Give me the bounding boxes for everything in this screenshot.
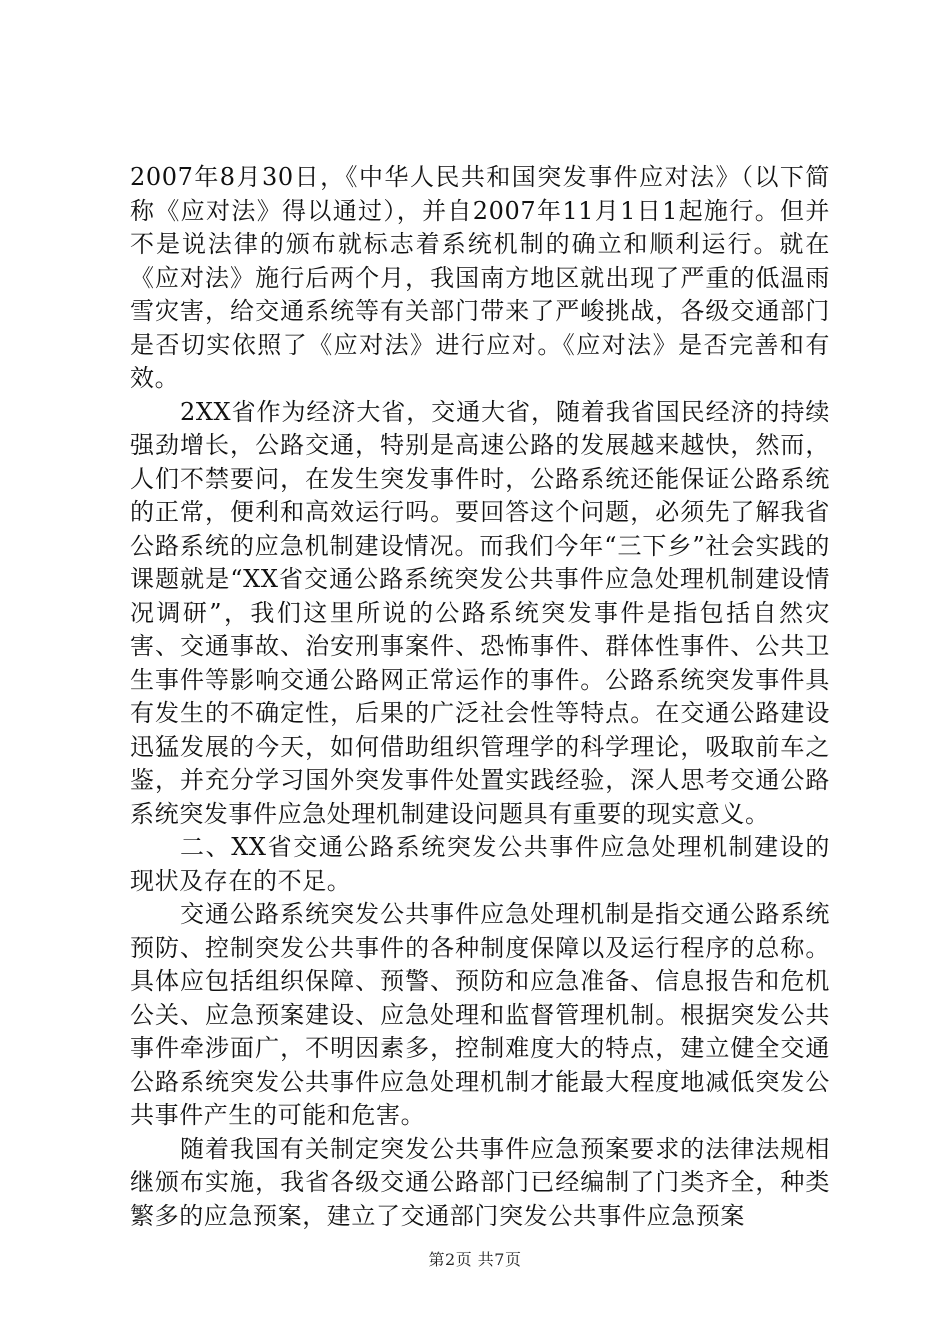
paragraph-3: 交通公路系统突发公共事件应急处理机制是指交通公路系统预防、控制突发公共事件的各种制度保障以及运行程序的总称。具体应包括组织保障、预警、预防和应急准备、信息报告和危机公关、应急预案建设、应急处理和监督管理机制。根据突发公共事件牵涉面广，不明因素多，控制难度大的特点，建立健全交通公路系统突发公共事件应急处理机制才能最大程度地减低突发公共事件产生的可能和危害。 <box>130 900 830 1129</box>
paragraph-1: 2007年8月30日，《中华人民共和国突发事件应对法》（以下简称《应对法》得以通过），并自2007年11月1日1起施行。但并不是说法律的颁布就标志着系统机制的确立和顺利运行。就在《应对法》施行后两个月，我国南方地区就出现了严重的低温雨雪灾害，给交通系统等有关部门带来了严峻挑战，各级交通部门是否切实依照了《应对法》进行应对。《应对法》是否完善和有效。 <box>130 163 830 392</box>
paragraph-4: 随着我国有关制定突发公共事件应急预案要求的法律法规相继颁布实施，我省各级交通公路部门已经编制了门类齐全，种类繁多的应急预案，建立了交通部门突发公共事件应急预案 <box>130 1134 830 1230</box>
section-heading: 二、XX省交通公路系统突发公共事件应急处理机制建设的现状及存在的不足。 <box>130 833 830 895</box>
page-footer: 第2页 共7页 <box>428 1250 522 1269</box>
document-body <box>130 161 830 1233</box>
paragraph-2: 2XX省作为经济大省，交通大省，随着我省国民经济的持续强劲增长，公路交通，特别是高速公路的发展越来越快，然而，人们不禁要问，在发生突发事件时，公路系统还能保证公路系统的正常，便利和高效运行吗。要回答这个问题，必须先了解我省公路系统的应急机制建设情况。而我们今年“三下乡”社会实践的课题就是“XX省交通公路系统突发公共事件应急处理机制建设情况调研”，我们这里所说的公路系统突发事件是指包括自然灾害、交通事故、治安刑事案件、恐怖事件、群体性事件、公共卫生事件等影响交通公路网正常运作的事件。公路系统突发事件具有发生的不确定性，后果的广泛社会性等特点。在交通公路建设迅猛发展的今天，如何借助组织管理学的科学理论，吸取前车之鉴，并充分学习国外突发事件处置实践经验，深人思考交通公路系统突发事件应急处理机制建设问题具有重要的现实意义。 <box>130 397 830 828</box>
